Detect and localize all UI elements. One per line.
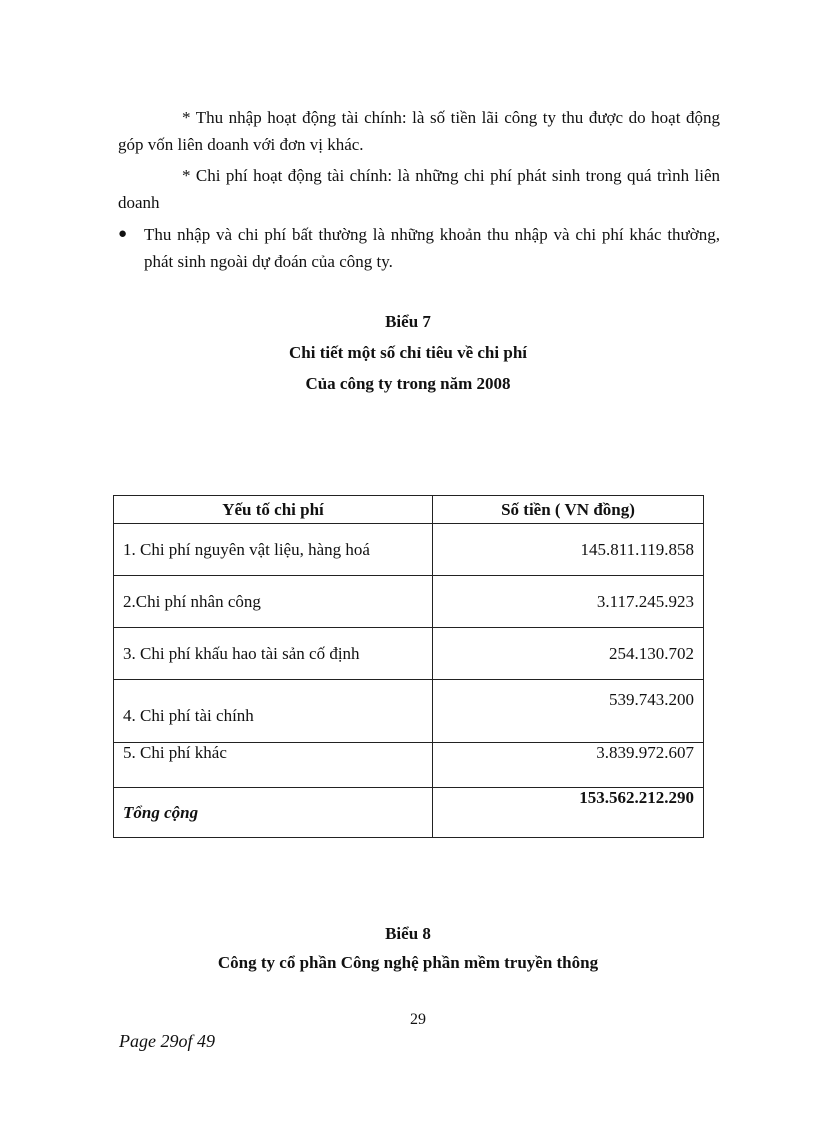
table-row [114, 680, 704, 743]
paragraph-financial-expense: * Chi phí hoạt động tài chính: là những chi phí phát sinh trong quá trình liên doanh [118, 166, 720, 212]
bieu7-subtitle-1: Chi tiết một số chỉ tiêu về chi phí [289, 343, 527, 362]
row-label: 1. Chi phí nguyên vật liệu, hàng hoá [114, 524, 433, 576]
row-label: 5. Chi phí khác [114, 743, 433, 788]
cost-table [113, 495, 704, 838]
header-amount: Số tiền ( VN đồng) [433, 496, 704, 524]
row-value: 145.811.119.858 [433, 524, 704, 576]
paragraph-financial-income: * Thu nhập hoạt động tài chính: là số tiền lãi công ty thu được do hoạt động góp vốn liên doanh với đơn vị khác. [118, 108, 720, 154]
bullet-item-extraordinary [118, 221, 720, 275]
total-label: Tổng cộng [114, 788, 433, 838]
row-value: 539.743.200 [433, 680, 704, 743]
row-value: 3.839.972.607 [433, 743, 704, 788]
bieu8-subtitle: Công ty cổ phần Công nghệ phần mềm truyền thông [217, 953, 599, 972]
table-row [114, 628, 704, 680]
page-number: 29 [410, 1011, 426, 1028]
bieu8-title: Biểu 8 [385, 924, 431, 943]
row-value: 3.117.245.923 [433, 576, 704, 628]
bieu7-title: Biểu 7 [385, 312, 431, 331]
page-footer-label: Page 29of 49 [119, 1031, 215, 1051]
total-value: 153.562.212.290 [433, 788, 704, 838]
row-label: 2.Chi phí nhân công [114, 576, 433, 628]
table-row [114, 743, 704, 788]
header-cost-factor: Yếu tố chi phí [114, 496, 433, 524]
row-label: 4. Chi phí tài chính [114, 680, 433, 743]
bullet-text: Thu nhập và chi phí bất thường là những khoản thu nhập và chi phí khác thường, phát sinh ngoài dự đoán của công ty. [144, 225, 720, 271]
row-value: 254.130.702 [433, 628, 704, 680]
table-total-row [114, 788, 704, 838]
table-header-row [114, 496, 704, 524]
bullet-icon: ● [118, 226, 128, 242]
table-row [114, 576, 704, 628]
row-label: 3. Chi phí khấu hao tài sản cố định [114, 628, 433, 680]
table-row [114, 524, 704, 576]
bieu7-subtitle-2: Của công ty trong năm 2008 [305, 374, 511, 393]
